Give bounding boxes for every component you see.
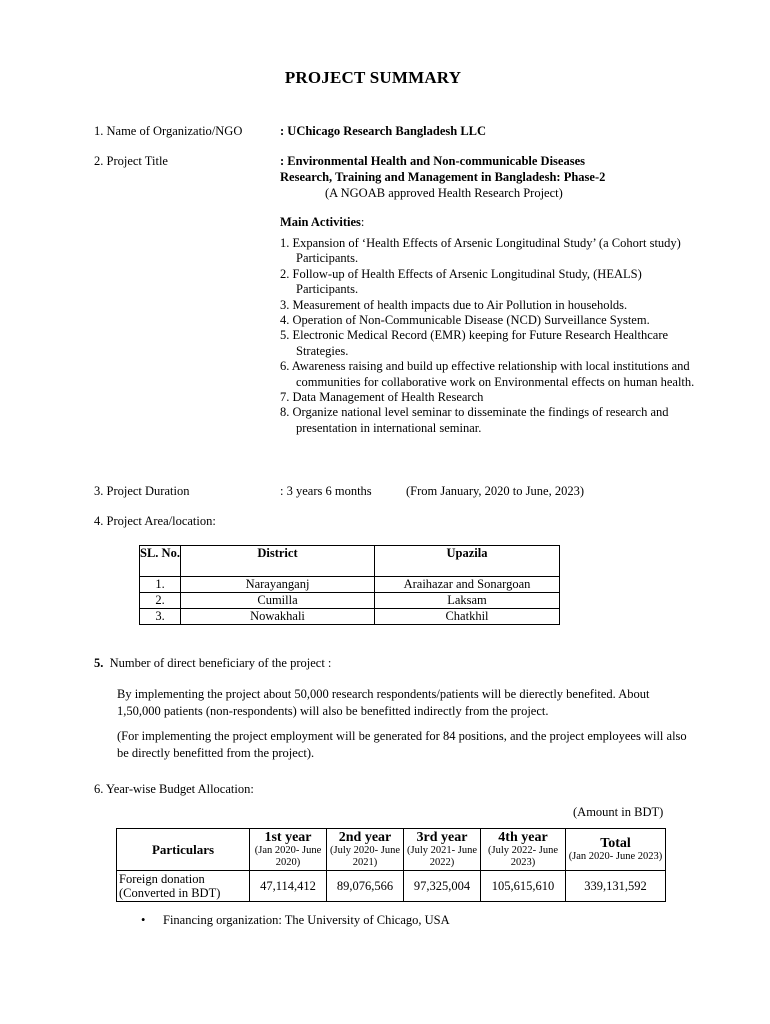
area-cell: 3. (140, 609, 181, 625)
area-label: 4. Project Area/location: (94, 514, 216, 528)
activity-item: 2. Follow-up of Health Effects of Arsenic Longitudinal Study, (HEALS) Participants. (280, 266, 642, 297)
org-value: : UChicago Research Bangladesh LLC (280, 124, 487, 138)
beneficiary-number: 5. (94, 656, 104, 670)
area-cell: Nowakhali (181, 609, 375, 625)
financing-bullet: • (141, 913, 146, 927)
table-row (140, 577, 560, 593)
budget-cell: 105,615,610 (481, 871, 566, 902)
area-cell: Narayanganj (181, 577, 375, 593)
activity-item: 1. Expansion of ‘Health Effects of Arsenic Longitudinal Study’ (a Cohort study) Participants. (280, 236, 681, 266)
main-activities-heading (280, 215, 364, 230)
area-table (139, 545, 560, 625)
budget-header-col (404, 829, 481, 871)
area-cell: Laksam (375, 593, 560, 609)
budget-header-col (250, 829, 327, 871)
financing-text: Financing organization: The University of Chicago, USA (163, 913, 450, 927)
budget-header-col (327, 829, 404, 871)
page-title: PROJECT SUMMARY (284, 68, 462, 87)
area-cell: Cumilla (181, 593, 375, 609)
activity-item: 3. Measurement of health impacts due to Air Pollution in households. (280, 297, 628, 312)
budget-table (116, 828, 666, 902)
area-header-district: District (181, 546, 375, 577)
budget-year: 4th year (498, 830, 548, 845)
budget-label: 6. Year-wise Budget Allocation: (94, 782, 254, 796)
budget-header-col (566, 829, 666, 871)
budget-period: (Jan 2020- June 2023) (568, 851, 663, 862)
beneficiary-paragraph-1: By implementing the project about 50,000 research respondents/patients will be dierectly benefited. About 1,50,000 patients (non-respondents) will also be benefitted indirectly from the project. (117, 687, 650, 718)
area-cell: Chatkhil (375, 609, 560, 625)
budget-year: 3rd year (416, 830, 468, 845)
activity-item: 7. Data Management of Health Research (280, 390, 484, 405)
budget-unit: (Amount in BDT) (573, 805, 664, 819)
budget-year: Total (600, 836, 631, 851)
budget-header-col (481, 829, 566, 871)
budget-period: (Jan 2020- June 2020) (254, 845, 322, 868)
activity-item: 8. Organize national level seminar to disseminate the findings of research and presentation in international seminar. (280, 405, 669, 435)
activity-item: 5. Electronic Medical Record (EMR) keeping for Future Research Healthcare Strategies. (280, 328, 669, 358)
area-header-sl: SL. No. (140, 546, 181, 577)
budget-cell: 89,076,566 (327, 871, 404, 902)
project-title-line1: : Environmental Health and Non-communicable Diseases (280, 154, 585, 168)
budget-period: (July 2020- June 2021) (330, 845, 400, 868)
area-cell: Araihazar and Sonargoan (375, 577, 560, 593)
budget-period: (July 2022- June 2023) (488, 845, 558, 868)
beneficiary-paragraph-2: (For implementing the project employment will be generated for 84 positions, and the project employees will also be directly benefitted from the project). (117, 729, 687, 760)
budget-cell: 47,114,412 (250, 871, 327, 902)
beneficiary-label: Number of direct beneficiary of the project : (109, 656, 332, 670)
project-title-line2: Research, Training and Management in Bangladesh: Phase-2 (280, 170, 606, 184)
duration-value: : 3 years 6 months (280, 484, 372, 498)
project-title-label: 2. Project Title (94, 154, 168, 168)
duration-label: 3. Project Duration (94, 484, 190, 498)
budget-row-label: Foreign donation (Converted in BDT) (117, 871, 250, 902)
budget-cell: 97,325,004 (404, 871, 481, 902)
area-header-upazila: Upazila (375, 546, 560, 577)
budget-year: 1st year (264, 830, 312, 845)
area-cell: 1. (140, 577, 181, 593)
budget-header-particulars: Particulars (117, 829, 250, 871)
area-cell: 2. (140, 593, 181, 609)
beneficiary-heading (94, 656, 331, 671)
org-label: 1. Name of Organizatio/NGO (94, 124, 243, 138)
budget-cell: 339,131,592 (566, 871, 666, 902)
table-row (117, 871, 666, 902)
activities-list (280, 236, 700, 436)
budget-year: 2nd year (338, 830, 392, 845)
duration-range: (From January, 2020 to June, 2023) (406, 484, 584, 498)
table-row (140, 609, 560, 625)
budget-period: (July 2021- June 2022) (407, 845, 477, 868)
activity-item: 6. Awareness raising and build up effective relationship with local institutions and communities for collaborative work on Environmental effects on human health. (280, 359, 695, 389)
main-activities-title: Main Activities (280, 215, 361, 229)
activity-item: 4. Operation of Non-Communicable Disease (NCD) Surveillance System. (280, 313, 650, 328)
main-activities-colon: : (360, 215, 365, 229)
project-note: (A NGOAB approved Health Research Project) (325, 186, 563, 200)
table-row (140, 593, 560, 609)
